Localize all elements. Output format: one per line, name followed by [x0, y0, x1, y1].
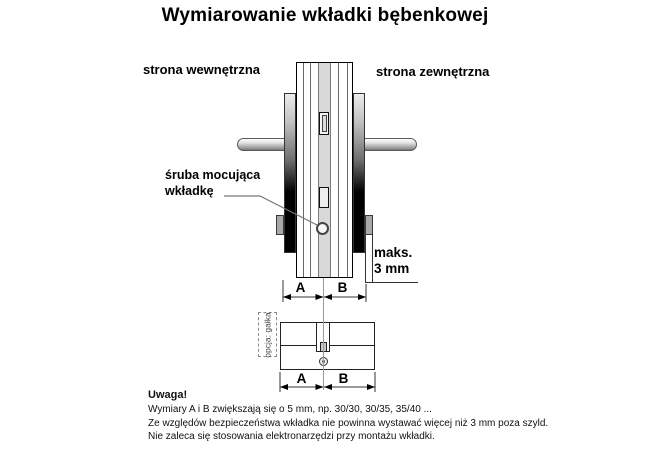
door-layer-line	[347, 63, 348, 277]
outer-side-label: strona zewnętrzna	[376, 64, 490, 79]
notes-block	[148, 389, 548, 444]
door-cross-section	[296, 62, 353, 278]
door-layer-line	[303, 63, 304, 277]
fixing-screw-label-line1: śruba mocująca	[165, 168, 261, 182]
notes-line: Wymiary A i B zwiększają się o 5 mm, np. 30/30, 30/35, 35/40 ...	[148, 403, 432, 415]
max-protrusion-label-line1: maks.	[374, 245, 413, 260]
door-layer-line	[310, 63, 311, 277]
door-layer-line	[338, 63, 339, 277]
knob-option-box	[258, 312, 277, 357]
spindle-inner	[322, 115, 327, 132]
outer-handle	[364, 138, 417, 151]
spindle-hole	[319, 112, 329, 135]
inner-handle	[237, 138, 285, 151]
notes-line: Nie zaleca się stosowania elektronarzędzi przy montażu wkładki.	[148, 431, 435, 443]
notes-heading: Uwaga!	[148, 389, 188, 401]
max-protrusion-line	[365, 235, 366, 283]
max-protrusion-label-line2: 3 mm	[374, 261, 410, 276]
center-axis-line	[323, 278, 324, 390]
dimension-a-label-bottom: A	[296, 371, 307, 386]
fixing-screw-label	[165, 167, 260, 199]
dimension-b-label-bottom: B	[338, 371, 349, 386]
notes-line: Ze względów bezpieczeństwa wkładka nie powinna wystawać więcej niż 3 mm poza szyld.	[148, 417, 549, 429]
lock-body-band	[318, 63, 331, 277]
fixing-screw-label-line2: wkładkę	[165, 184, 214, 198]
page-title: Wymiarowanie wkładki bębenkowej	[161, 5, 489, 26]
inner-side-label: strona wewnętrzna	[143, 62, 261, 77]
dimension-b-label: B	[337, 280, 348, 295]
dimension-a-label: A	[295, 280, 306, 295]
max-protrusion-line	[372, 235, 373, 283]
max-protrusion-label	[374, 245, 412, 277]
outer-shield	[353, 93, 365, 253]
cylinder-end-outer	[365, 215, 373, 235]
knob-option-label: opcja: gałka	[262, 311, 273, 358]
